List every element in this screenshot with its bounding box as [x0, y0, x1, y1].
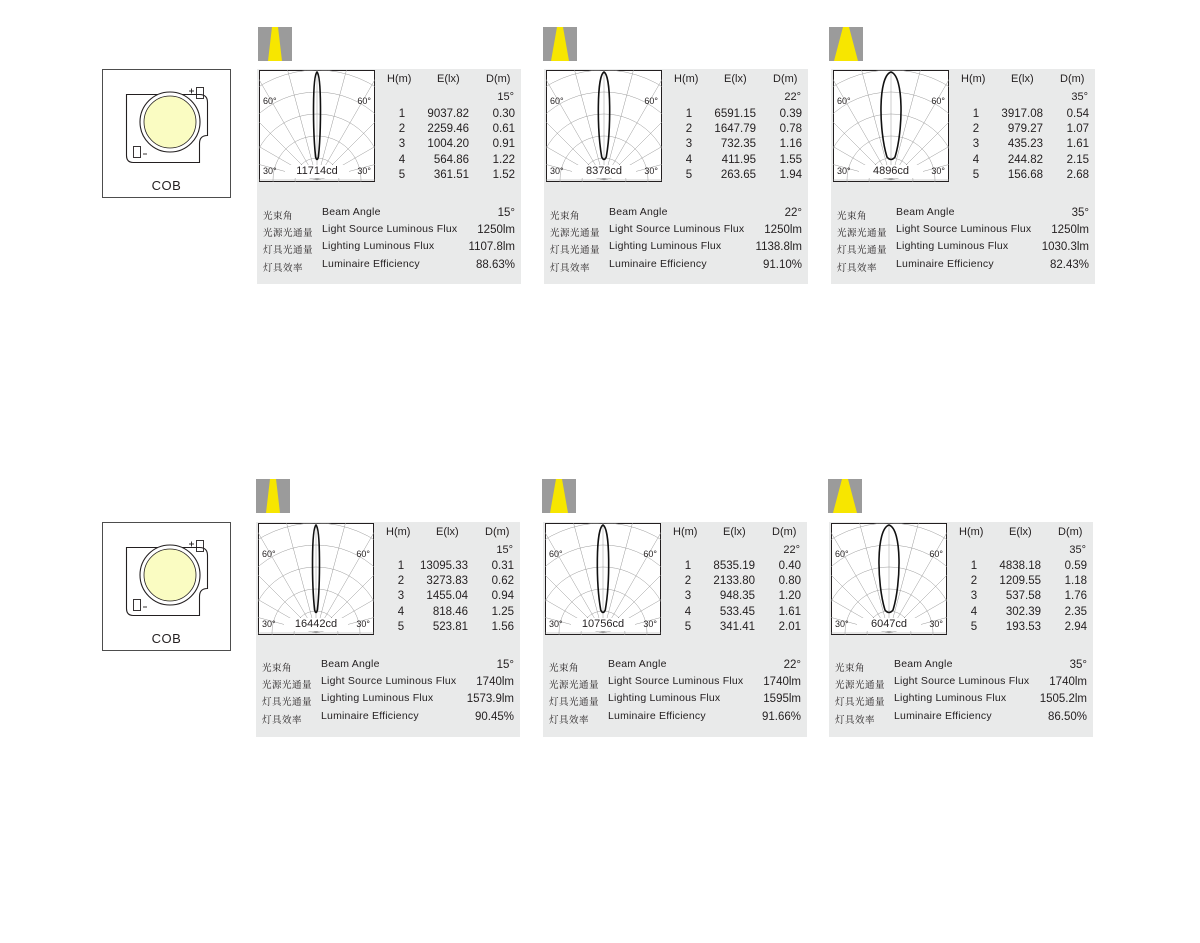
spec-label-cn: 光束角	[549, 663, 580, 674]
angle-label-60-left: 60°	[262, 549, 276, 559]
spec-value: 35°	[1071, 207, 1089, 219]
diameter-value: 0.39	[779, 108, 802, 120]
illuminance-value: 193.53	[1005, 621, 1041, 633]
diameter-value: 0.31	[491, 560, 514, 572]
angle-label-30-right: 30°	[356, 619, 370, 629]
col-header-illuminance: E(lx)	[724, 73, 747, 85]
polar-diagram	[546, 70, 662, 182]
spec-efficiency	[550, 258, 802, 274]
cob-label: COB	[151, 178, 182, 193]
photometric-panel	[831, 69, 1095, 284]
diameter-value: 1.61	[1066, 138, 1089, 150]
diameter-value: 1.20	[778, 590, 801, 602]
spec-value: 1107.8lm	[468, 241, 515, 253]
spec-luminaire-flux	[550, 240, 802, 256]
illuminance-value: 533.45	[719, 606, 755, 618]
height-value: 5	[685, 169, 693, 181]
spec-value: 15°	[496, 659, 514, 671]
spec-label-cn: 灯具效率	[263, 263, 304, 274]
height-value: 4	[397, 606, 405, 618]
illuminance-value: 361.51	[433, 169, 469, 181]
diameter-value: 0.40	[778, 560, 801, 572]
photometric-panel	[543, 522, 807, 737]
col-header-diameter: D(m)	[1060, 73, 1085, 85]
spec-source-flux	[263, 223, 515, 239]
spec-label-en: Luminaire Efficiency	[322, 258, 420, 270]
diameter-value: 2.01	[778, 621, 801, 633]
diameter-value: 1.76	[1064, 590, 1087, 602]
diameter-value: 0.91	[492, 138, 515, 150]
spec-beam-angle	[835, 658, 1087, 674]
illuminance-value: 9037.82	[427, 108, 469, 120]
diameter-value: 0.80	[778, 575, 801, 587]
col-header-illuminance: E(lx)	[437, 73, 460, 85]
height-value: 2	[397, 575, 405, 587]
angle-label-60-right: 60°	[644, 96, 658, 106]
spec-value: 1250lm	[764, 224, 802, 236]
spec-label-en: Beam Angle	[321, 658, 380, 670]
spec-value: 86.50%	[1047, 711, 1087, 723]
illuminance-value: 2259.46	[427, 123, 469, 135]
height-value: 5	[398, 169, 406, 181]
illuminance-value: 1004.20	[427, 138, 469, 150]
spec-luminaire-flux	[835, 692, 1087, 708]
spec-luminaire-flux	[262, 692, 514, 708]
illuminance-value: 411.95	[721, 154, 756, 166]
spec-luminaire-flux	[263, 240, 515, 256]
spec-label-en: Lighting Luminous Flux	[322, 240, 435, 252]
wide-beam-icon	[828, 479, 862, 513]
illuminance-value: 537.58	[1005, 590, 1041, 602]
col-header-diameter: D(m)	[486, 73, 511, 85]
illuminance-value: 8535.19	[713, 560, 755, 572]
height-value: 5	[970, 621, 978, 633]
illuminance-value: 948.35	[719, 590, 755, 602]
height-value: 4	[970, 606, 978, 618]
polar-diagram	[831, 523, 947, 635]
height-value: 2	[398, 123, 406, 135]
table-beam-angle: 35°	[1069, 544, 1086, 556]
illuminance-value: 732.35	[720, 138, 756, 150]
spec-value: 91.66%	[761, 711, 801, 723]
spec-value: 1030.3lm	[1041, 241, 1089, 253]
spec-label-en: Beam Angle	[322, 206, 381, 218]
spec-label-en: Beam Angle	[896, 206, 955, 218]
spec-label-en: Light Source Luminous Flux	[894, 675, 1030, 687]
height-value: 4	[685, 154, 693, 166]
height-value: 1	[398, 108, 406, 120]
height-value: 1	[684, 560, 692, 572]
spec-value: 22°	[784, 207, 802, 219]
illuminance-value: 2133.80	[713, 575, 755, 587]
spec-efficiency	[262, 710, 514, 726]
spec-label-cn: 光束角	[550, 211, 581, 222]
spec-label-en: Luminaire Efficiency	[896, 258, 994, 270]
spec-beam-angle	[837, 206, 1089, 222]
angle-label-60-right: 60°	[929, 549, 943, 559]
diameter-value: 2.94	[1064, 621, 1087, 633]
height-value: 3	[684, 590, 692, 602]
height-value: 4	[684, 606, 692, 618]
spec-value: 15°	[497, 207, 515, 219]
diameter-value: 0.30	[492, 108, 515, 120]
spec-label-en: Luminaire Efficiency	[321, 710, 419, 722]
diameter-value: 1.52	[492, 169, 515, 181]
cob-label: COB	[151, 631, 182, 646]
spec-label-cn: 灯具效率	[262, 715, 303, 726]
table-beam-angle: 15°	[496, 544, 513, 556]
height-value: 3	[397, 590, 405, 602]
illuminance-value: 3273.83	[426, 575, 468, 587]
angle-label-30-right: 30°	[644, 166, 658, 176]
peak-intensity: 6047cd	[857, 618, 921, 631]
spec-value: 88.63%	[475, 259, 515, 271]
spec-value: 1250lm	[477, 224, 515, 236]
spec-label-cn: 光束角	[262, 663, 293, 674]
spec-label-en: Light Source Luminous Flux	[896, 223, 1032, 235]
diameter-value: 1.55	[779, 154, 802, 166]
height-value: 1	[972, 108, 980, 120]
diameter-value: 2.68	[1066, 169, 1089, 181]
col-header-diameter: D(m)	[485, 526, 510, 538]
spec-luminaire-flux	[837, 240, 1089, 256]
spec-beam-angle	[262, 658, 514, 674]
diameter-value: 1.61	[778, 606, 801, 618]
photometric-panel	[829, 522, 1093, 737]
col-header-diameter: D(m)	[1058, 526, 1083, 538]
spec-value: 1505.2lm	[1039, 693, 1087, 705]
spec-value: 90.45%	[474, 711, 514, 723]
illuminance-value: 523.81	[432, 621, 468, 633]
medium-beam-icon	[543, 27, 577, 61]
angle-label-30-right: 30°	[929, 619, 943, 629]
height-value: 1	[685, 108, 693, 120]
height-value: 4	[972, 154, 980, 166]
illuminance-value: 818.46	[432, 606, 468, 618]
illuminance-value: 263.65	[720, 169, 756, 181]
spec-label-en: Luminaire Efficiency	[608, 710, 706, 722]
spec-source-flux	[837, 223, 1089, 239]
diameter-value: 0.62	[491, 575, 514, 587]
peak-intensity: 4896cd	[859, 165, 923, 178]
spec-value: 22°	[783, 659, 801, 671]
col-header-height: H(m)	[386, 526, 411, 538]
illuminance-value: 244.82	[1007, 154, 1043, 166]
photometric-panel	[257, 69, 521, 284]
illuminance-value: 13095.33	[420, 560, 468, 572]
spec-label-cn: 灯具效率	[550, 263, 591, 274]
spec-label-cn: 灯具效率	[835, 715, 876, 726]
spec-source-flux	[550, 223, 802, 239]
angle-label-30-right: 30°	[357, 166, 371, 176]
angle-label-60-left: 60°	[837, 96, 851, 106]
spec-label-en: Luminaire Efficiency	[609, 258, 707, 270]
height-value: 2	[685, 123, 693, 135]
polar-diagram	[259, 70, 375, 182]
spec-label-cn: 灯具光通量	[550, 245, 601, 256]
height-value: 3	[970, 590, 978, 602]
illuminance-value: 435.23	[1007, 138, 1043, 150]
diameter-value: 1.16	[779, 138, 802, 150]
spec-source-flux	[262, 675, 514, 691]
height-value: 5	[684, 621, 692, 633]
polar-diagram	[545, 523, 661, 635]
spec-label-cn: 灯具效率	[837, 263, 878, 274]
diameter-value: 1.18	[1064, 575, 1087, 587]
spec-label-en: Lighting Luminous Flux	[894, 692, 1007, 704]
height-value: 2	[972, 123, 980, 135]
height-value: 1	[970, 560, 978, 572]
diameter-value: 0.94	[491, 590, 514, 602]
illuminance-value: 979.27	[1007, 123, 1043, 135]
spec-beam-angle	[550, 206, 802, 222]
illuminance-value: 1455.04	[426, 590, 468, 602]
medium-beam-icon	[542, 479, 576, 513]
table-beam-angle: 15°	[497, 91, 514, 103]
spec-label-cn: 光束角	[835, 663, 866, 674]
spec-label-en: Beam Angle	[894, 658, 953, 670]
spec-label-cn: 光源光通量	[262, 680, 313, 691]
spec-label-cn: 光束角	[837, 211, 868, 222]
spec-value: 1138.8lm	[755, 241, 802, 253]
spec-label-cn: 光束角	[263, 211, 294, 222]
spec-value: 1573.9lm	[466, 693, 514, 705]
spec-label-en: Luminaire Efficiency	[894, 710, 992, 722]
spec-label-en: Light Source Luminous Flux	[322, 223, 458, 235]
spec-value: 1740lm	[476, 676, 514, 688]
angle-label-30-left: 30°	[837, 166, 851, 176]
spec-label-cn: 光源光通量	[837, 228, 888, 239]
angle-label-30-left: 30°	[263, 166, 277, 176]
peak-intensity: 8378cd	[572, 165, 636, 178]
spec-label-en: Light Source Luminous Flux	[321, 675, 457, 687]
cob-module-card	[102, 69, 231, 198]
spec-label-cn: 光源光通量	[549, 680, 600, 691]
spec-label-cn: 光源光通量	[550, 228, 601, 239]
spec-label-en: Lighting Luminous Flux	[896, 240, 1009, 252]
angle-label-60-right: 60°	[643, 549, 657, 559]
angle-label-30-left: 30°	[550, 166, 564, 176]
illuminance-value: 1647.79	[714, 123, 756, 135]
spec-label-cn: 光源光通量	[263, 228, 314, 239]
illuminance-value: 1209.55	[999, 575, 1041, 587]
photometric-panel	[256, 522, 520, 737]
diameter-value: 1.07	[1066, 123, 1089, 135]
diameter-value: 1.25	[491, 606, 514, 618]
peak-intensity: 16442cd	[284, 618, 348, 631]
height-value: 1	[397, 560, 405, 572]
narrow-beam-icon	[258, 27, 292, 61]
wide-beam-icon	[829, 27, 863, 61]
illuminance-value: 3917.08	[1001, 108, 1043, 120]
peak-intensity: 10756cd	[571, 618, 635, 631]
photometric-panel	[544, 69, 808, 284]
polar-diagram	[833, 70, 949, 182]
spec-label-cn: 灯具光通量	[835, 697, 886, 708]
cob-chip-icon	[103, 70, 232, 180]
diameter-value: 0.59	[1064, 560, 1087, 572]
diameter-value: 0.54	[1066, 108, 1089, 120]
spec-value: 1740lm	[1049, 676, 1087, 688]
diameter-value: 2.15	[1066, 154, 1089, 166]
spec-label-cn: 灯具光通量	[837, 245, 888, 256]
diameter-value: 1.94	[779, 169, 802, 181]
angle-label-60-left: 60°	[835, 549, 849, 559]
angle-label-60-left: 60°	[263, 96, 277, 106]
spec-value: 35°	[1069, 659, 1087, 671]
cob-module-card	[102, 522, 231, 651]
col-header-diameter: D(m)	[772, 526, 797, 538]
spec-label-en: Lighting Luminous Flux	[321, 692, 434, 704]
col-header-height: H(m)	[387, 73, 412, 85]
col-header-height: H(m)	[959, 526, 984, 538]
col-header-illuminance: E(lx)	[436, 526, 459, 538]
spec-label-en: Lighting Luminous Flux	[608, 692, 721, 704]
spec-label-cn: 灯具光通量	[262, 697, 313, 708]
height-value: 5	[972, 169, 980, 181]
col-header-height: H(m)	[673, 526, 698, 538]
spec-efficiency	[837, 258, 1089, 274]
spec-value: 91.10%	[762, 259, 802, 271]
angle-label-60-right: 60°	[357, 96, 371, 106]
col-header-height: H(m)	[961, 73, 986, 85]
spec-label-cn: 灯具效率	[549, 715, 590, 726]
spec-value: 1250lm	[1051, 224, 1089, 236]
col-header-height: H(m)	[674, 73, 699, 85]
angle-label-30-right: 30°	[931, 166, 945, 176]
height-value: 5	[397, 621, 405, 633]
height-value: 3	[972, 138, 980, 150]
angle-label-30-right: 30°	[643, 619, 657, 629]
spec-value: 82.43%	[1049, 259, 1089, 271]
spec-value: 1740lm	[763, 676, 801, 688]
spec-efficiency	[263, 258, 515, 274]
table-beam-angle: 22°	[784, 91, 801, 103]
spec-label-cn: 光源光通量	[835, 680, 886, 691]
spec-label-en: Lighting Luminous Flux	[609, 240, 722, 252]
spec-efficiency	[549, 710, 801, 726]
illuminance-value: 4838.18	[999, 560, 1041, 572]
illuminance-value: 6591.15	[714, 108, 756, 120]
polar-diagram	[258, 523, 374, 635]
spec-label-cn: 灯具光通量	[549, 697, 600, 708]
spec-beam-angle	[549, 658, 801, 674]
col-header-illuminance: E(lx)	[723, 526, 746, 538]
height-value: 4	[398, 154, 406, 166]
angle-label-30-left: 30°	[262, 619, 276, 629]
spec-value: 1595lm	[763, 693, 801, 705]
spec-label-en: Beam Angle	[608, 658, 667, 670]
table-beam-angle: 22°	[783, 544, 800, 556]
col-header-illuminance: E(lx)	[1011, 73, 1034, 85]
diameter-value: 0.78	[779, 123, 802, 135]
height-value: 2	[684, 575, 692, 587]
illuminance-value: 302.39	[1005, 606, 1041, 618]
angle-label-60-right: 60°	[931, 96, 945, 106]
spec-efficiency	[835, 710, 1087, 726]
height-value: 3	[685, 138, 693, 150]
angle-label-60-left: 60°	[550, 96, 564, 106]
angle-label-60-left: 60°	[549, 549, 563, 559]
col-header-illuminance: E(lx)	[1009, 526, 1032, 538]
spec-label-en: Beam Angle	[609, 206, 668, 218]
angle-label-30-left: 30°	[835, 619, 849, 629]
illuminance-value: 156.68	[1007, 169, 1043, 181]
diameter-value: 1.22	[492, 154, 515, 166]
diameter-value: 0.61	[492, 123, 515, 135]
spec-source-flux	[835, 675, 1087, 691]
illuminance-value: 341.41	[719, 621, 755, 633]
diameter-value: 1.56	[491, 621, 514, 633]
spec-source-flux	[549, 675, 801, 691]
narrow-beam-icon	[256, 479, 290, 513]
height-value: 2	[970, 575, 978, 587]
spec-label-en: Light Source Luminous Flux	[609, 223, 745, 235]
table-beam-angle: 35°	[1071, 91, 1088, 103]
peak-intensity: 11714cd	[285, 165, 349, 178]
spec-label-en: Light Source Luminous Flux	[608, 675, 744, 687]
angle-label-30-left: 30°	[549, 619, 563, 629]
spec-luminaire-flux	[549, 692, 801, 708]
height-value: 3	[398, 138, 406, 150]
col-header-diameter: D(m)	[773, 73, 798, 85]
illuminance-value: 564.86	[433, 154, 469, 166]
spec-beam-angle	[263, 206, 515, 222]
spec-label-cn: 灯具光通量	[263, 245, 314, 256]
diameter-value: 2.35	[1064, 606, 1087, 618]
cob-chip-icon	[103, 523, 232, 633]
angle-label-60-right: 60°	[356, 549, 370, 559]
